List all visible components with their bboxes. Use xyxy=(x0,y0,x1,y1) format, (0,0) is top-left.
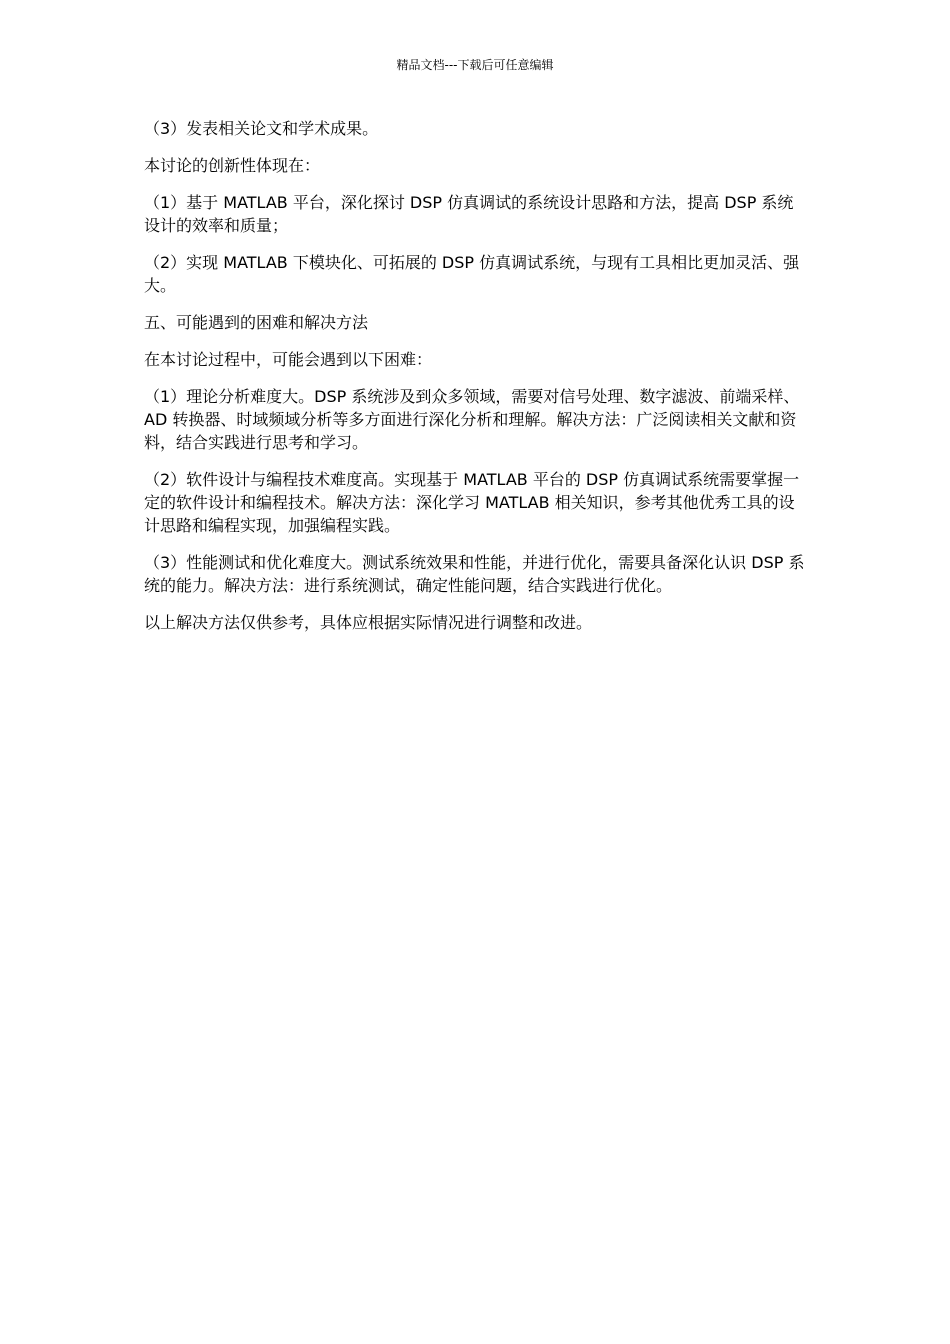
paragraph-publish-results: （3）发表相关论文和学术成果。 xyxy=(144,119,379,138)
paragraph-closing-note: 以上解决方法仅供参考，具体应根据实际情况进行调整和改进。 xyxy=(144,613,593,632)
paragraph-difficulty-2: （2）软件设计与编程技术难度高。实现基于 MATLAB 平台的 DSP 仿真调试系统需要掌握一定的软件设计和编程技术。解决方法：深化学习 MATLAB 相关知识，参考其他优秀工具的设计思路和编程实现，加强编程实践。 xyxy=(144,470,800,535)
paragraph-innovation-intro: 本讨论的创新性体现在： xyxy=(144,156,321,175)
page-header: 精品文档---下载后可任意编辑 xyxy=(396,58,554,72)
paragraph-difficulties-intro: 在本讨论过程中，可能会遇到以下困难： xyxy=(144,350,433,369)
paragraph-difficulty-3: （3）性能测试和优化难度大。测试系统效果和性能，并进行优化，需要具备深化认识 DSP 系统的能力。解决方法：进行系统测试，确定性能问题，结合实践进行优化。 xyxy=(144,553,805,595)
section-heading-difficulties: 五、可能遇到的困难和解决方法 xyxy=(144,313,369,332)
paragraph-innovation-2: （2）实现 MATLAB 下模块化、可拓展的 DSP 仿真调试系统，与现有工具相比更加灵活、强大。 xyxy=(144,253,800,295)
document-body xyxy=(144,117,808,648)
paragraph-difficulty-1: （1）理论分析难度大。DSP 系统涉及到众多领域，需要对信号处理、数字滤波、前端采样、AD 转换器、时域频域分析等多方面进行深化分析和理解。解决方法：广泛阅读相关文献和资料，结合实践进行思考和学习。 xyxy=(144,387,800,452)
paragraph-innovation-1: （1）基于 MATLAB 平台，深化探讨 DSP 仿真调试的系统设计思路和方法，提高 DSP 系统设计的效率和质量； xyxy=(144,193,794,235)
